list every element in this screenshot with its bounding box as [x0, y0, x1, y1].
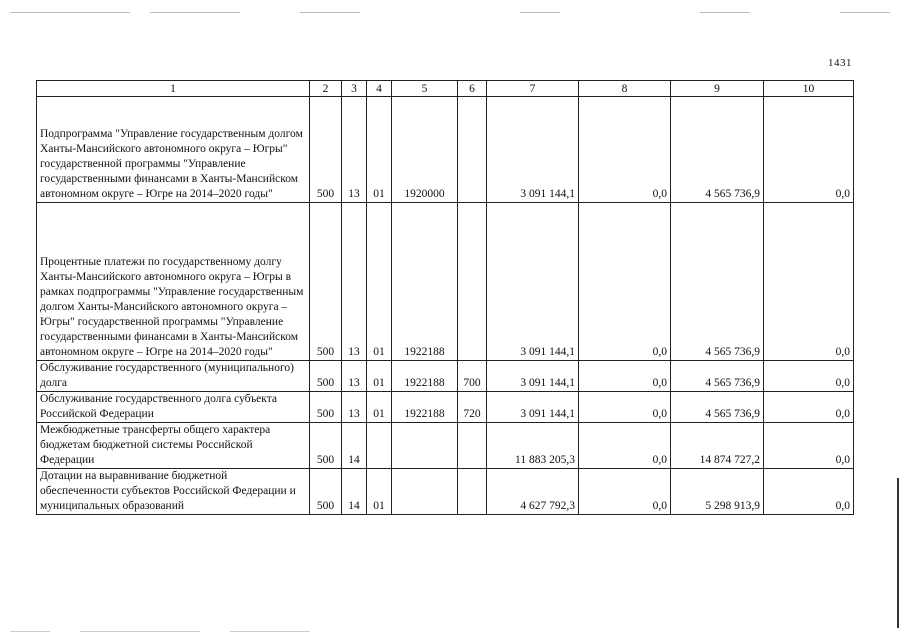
cell-amount-4: 0,0 [764, 423, 854, 469]
scan-bottom-edge [0, 631, 905, 633]
cell-admin-code: 500 [310, 97, 342, 203]
column-header: 3 [342, 81, 367, 97]
cell-admin-code: 500 [310, 361, 342, 392]
cell-amount-4: 0,0 [764, 392, 854, 423]
cell-amount-1: 3 091 144,1 [487, 361, 579, 392]
cell-target-code [392, 469, 458, 515]
page-number: 1431 [828, 57, 852, 69]
row-name: Дотации на выравнивание бюджетной обеспеченности субъектов Российской Федерации и муниципальных образований [37, 469, 310, 515]
column-header: 9 [671, 81, 764, 97]
header-row [37, 81, 854, 97]
cell-section: 13 [342, 97, 367, 203]
cell-amount-1: 3 091 144,1 [487, 203, 579, 361]
scan-top-edge [0, 12, 905, 14]
cell-amount-3: 5 298 913,9 [671, 469, 764, 515]
cell-expense-type: 720 [458, 392, 487, 423]
row-name: Обслуживание государственного долга субъекта Российской Федерации [37, 392, 310, 423]
cell-amount-2: 0,0 [579, 469, 671, 515]
table-row [37, 361, 854, 392]
scan-right-edge [897, 478, 899, 628]
cell-admin-code: 500 [310, 469, 342, 515]
cell-amount-2: 0,0 [579, 423, 671, 469]
column-header: 10 [764, 81, 854, 97]
cell-target-code: 1922188 [392, 203, 458, 361]
table-row [37, 469, 854, 515]
cell-amount-3: 4 565 736,9 [671, 97, 764, 203]
budget-table [36, 80, 854, 515]
column-header: 8 [579, 81, 671, 97]
cell-amount-1: 3 091 144,1 [487, 392, 579, 423]
cell-admin-code: 500 [310, 203, 342, 361]
column-header: 6 [458, 81, 487, 97]
cell-section: 13 [342, 203, 367, 361]
cell-amount-1: 3 091 144,1 [487, 97, 579, 203]
cell-subsection: 01 [367, 392, 392, 423]
cell-expense-type [458, 97, 487, 203]
row-name: Обслуживание государственного (муниципального) долга [37, 361, 310, 392]
cell-section: 13 [342, 392, 367, 423]
cell-amount-2: 0,0 [579, 203, 671, 361]
column-header: 4 [367, 81, 392, 97]
cell-expense-type [458, 423, 487, 469]
cell-section: 14 [342, 423, 367, 469]
cell-subsection [367, 423, 392, 469]
column-header: 2 [310, 81, 342, 97]
cell-target-code: 1922188 [392, 361, 458, 392]
cell-subsection: 01 [367, 97, 392, 203]
cell-amount-4: 0,0 [764, 469, 854, 515]
cell-admin-code: 500 [310, 423, 342, 469]
cell-subsection: 01 [367, 469, 392, 515]
cell-target-code: 1920000 [392, 97, 458, 203]
cell-amount-3: 4 565 736,9 [671, 203, 764, 361]
cell-amount-3: 4 565 736,9 [671, 392, 764, 423]
cell-amount-1: 4 627 792,3 [487, 469, 579, 515]
cell-amount-4: 0,0 [764, 361, 854, 392]
row-name: Межбюджетные трансферты общего характера бюджетам бюджетной системы Российской Федерации [37, 423, 310, 469]
cell-admin-code: 500 [310, 392, 342, 423]
cell-subsection: 01 [367, 203, 392, 361]
cell-amount-4: 0,0 [764, 97, 854, 203]
cell-amount-4: 0,0 [764, 203, 854, 361]
column-header: 1 [37, 81, 310, 97]
cell-section: 13 [342, 361, 367, 392]
cell-amount-3: 14 874 727,2 [671, 423, 764, 469]
cell-target-code: 1922188 [392, 392, 458, 423]
cell-expense-type [458, 469, 487, 515]
row-name: Подпрограмма "Управление государственным долгом Ханты-Мансийского автономного округа – Югры" государственной программы "Управление государственными финансами в Ханты-Мансийском автономном округе – Югре на 2014–2020 годы" [37, 97, 310, 203]
cell-section: 14 [342, 469, 367, 515]
table-row [37, 203, 854, 361]
column-header: 7 [487, 81, 579, 97]
cell-expense-type [458, 203, 487, 361]
table-row [37, 392, 854, 423]
cell-amount-3: 4 565 736,9 [671, 361, 764, 392]
cell-amount-2: 0,0 [579, 361, 671, 392]
column-header: 5 [392, 81, 458, 97]
table-row [37, 423, 854, 469]
cell-subsection: 01 [367, 361, 392, 392]
cell-amount-2: 0,0 [579, 97, 671, 203]
table-row [37, 97, 854, 203]
cell-amount-1: 11 883 205,3 [487, 423, 579, 469]
cell-target-code [392, 423, 458, 469]
cell-amount-2: 0,0 [579, 392, 671, 423]
cell-expense-type: 700 [458, 361, 487, 392]
row-name: Процентные платежи по государственному долгу Ханты-Мансийского автономного округа – Югры в рамках подпрограммы "Управление государственным долгом Ханты-Мансийского автономного округа – Югры" государственной программы "Управление государственными финансами в Ханты-Мансийском автономном округе – Югре на 2014–2020 годы" [37, 203, 310, 361]
